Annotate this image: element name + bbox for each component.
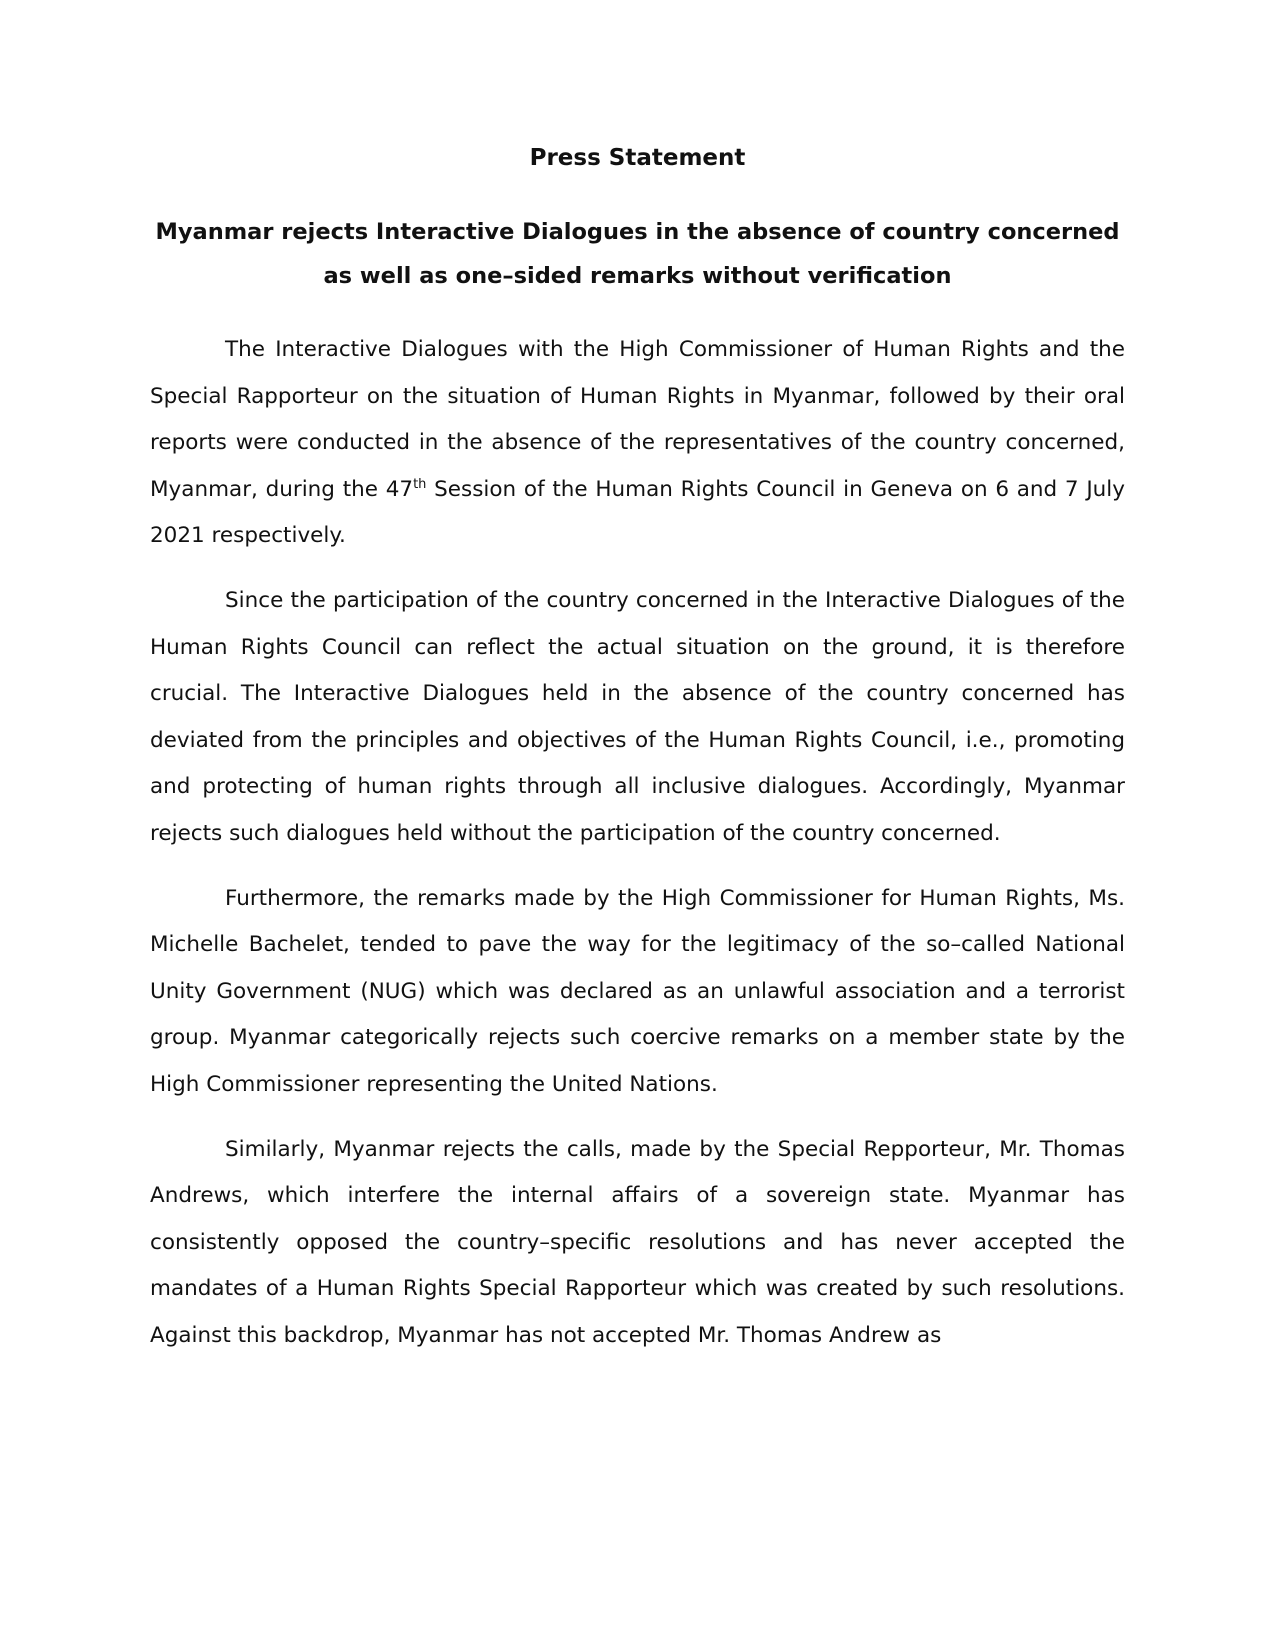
paragraph-4: Similarly, Myanmar rejects the calls, made by the Special Repporteur, Mr. Thomas Andrews, which interfere the internal affairs of a sovereign state. Myanmar has consistently opposed the country–specific resolutions and has never accepted the mandates of a Human Rights Special Rapporteur which was created by such resolutions. Against this backdrop, Myanmar has not accepted Mr. Thomas Andrew as	[150, 1136, 1125, 1348]
paragraph-1-text-start: The Interactive Dialogues with the High Commissioner of Human Rights and the Special Rapporteur on the situation of Human Rights in Myanmar, followed by their oral reports were conducted in the absence of the representatives of the country concerned, Myanmar, during the 47	[150, 337, 1125, 502]
paragraph-1-text-end: Session of the Human Rights Council in Geneva on 6 and 7 July 2021 respectively.	[150, 476, 1126, 548]
document-subtitle: Myanmar rejects Interactive Dialogues in the absence of country concerned as well as one–sided remarks without verification	[155, 219, 1120, 289]
paragraph-1	[150, 327, 1125, 560]
document-body	[150, 327, 1125, 1378]
document-title: Press Statement	[529, 145, 746, 171]
paragraph-3: Furthermore, the remarks made by the High Commissioner for Human Rights, Ms. Michelle Bachelet, tended to pave the way for the legitimacy of the so–called National Unity Government (NUG) which was declared as an unlawful association and a terrorist group. Myanmar categorically rejects such coercive remarks on a member state by the High Commissioner representing the United Nations.	[150, 885, 1125, 1097]
ordinal-suffix: th	[413, 476, 427, 492]
paragraph-2: Since the participation of the country concerned in the Interactive Dialogues of the Human Rights Council can reflect the actual situation on the ground, it is therefore crucial. The Interactive Dialogues held in the absence of the country concerned has deviated from the principles and objectives of the Human Rights Council, i.e., promoting and protecting of human rights through all inclusive dialogues. Accordingly, Myanmar rejects such dialogues held without the participation of the country concerned.	[150, 588, 1125, 846]
